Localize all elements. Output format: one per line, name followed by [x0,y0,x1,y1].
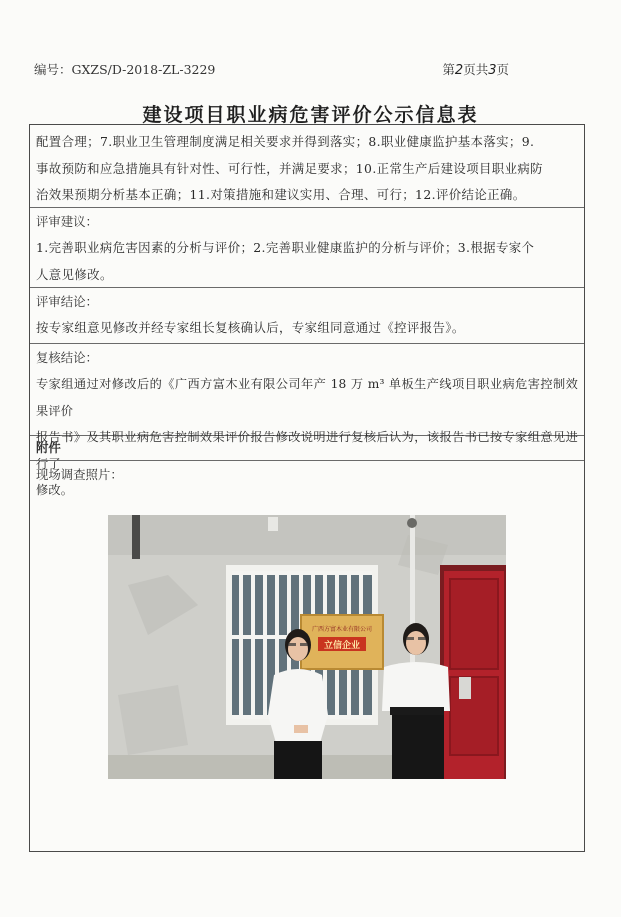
recheck-conclusion-line-1: 专家组通过对修改后的《广西方富木业有限公司年产 18 万 m³ 单板生产线项目职业病危害控制效果评价 [36,377,578,418]
page-current: 2 [454,63,464,78]
page-middle: 页共 [463,62,489,77]
recheck-conclusion-line-2: 报告书》及其职业病危害控制效果评价报告修改说明进行复核后认为，该报告书已按专家组意见进行了 [36,430,578,471]
site-survey-photo [108,515,506,779]
attachment-section [30,436,584,461]
info-table [29,124,585,852]
page-prefix: 第 [442,62,455,77]
recheck-conclusion-line-3: 修改。 [36,483,74,497]
continuation-section [30,125,584,208]
document-header [34,60,509,78]
site-photo-illustration [108,515,506,779]
page-suffix: 页 [496,62,509,77]
attachment-label: 附件 [36,440,61,455]
document-title: 建设项目职业病危害评价公示信息表 [142,104,479,126]
recheck-conclusion-label: 复核结论： [36,350,98,365]
plaque-title: 立信企业 [323,641,361,651]
site-photo-label: 现场调查照片： [36,467,123,482]
document-number: 编号：GXZS/D-2018-ZL-3229 [34,62,216,77]
review-suggestions-line-1: 1.完善职业病危害因素的分析与评价；2.完善职业健康监护的分析与评价；3.根据专家个 [36,240,535,255]
review-suggestions-line-2: 人意见修改。 [36,266,113,282]
plaque-company: 广西方富木业有限公司 [311,626,373,633]
continuation-line-3: 治效果预期分析基本正确；11.对策措施和建议实用、合理、可行；12.评价结论正确。 [36,187,526,202]
continuation-line-2: 事故预防和应急措施具有针对性、可行性，并满足要求；10.正常生产后建设项目职业病防 [36,160,543,176]
continuation-line-1: 配置合理；7.职业卫生管理制度满足相关要求并得到落实；8.职业健康监护基本落实；9. [36,134,535,149]
review-conclusion-section [30,288,584,344]
page-total: 3 [488,63,497,78]
review-conclusion-line-1: 按专家组意见修改并经专家组长复核确认后，专家组同意通过《控评报告》。 [36,320,465,335]
review-suggestions-label: 评审建议： [36,214,98,229]
page-indicator [442,60,509,78]
review-suggestions-section [30,208,584,288]
review-conclusion-label: 评审结论： [36,294,98,309]
